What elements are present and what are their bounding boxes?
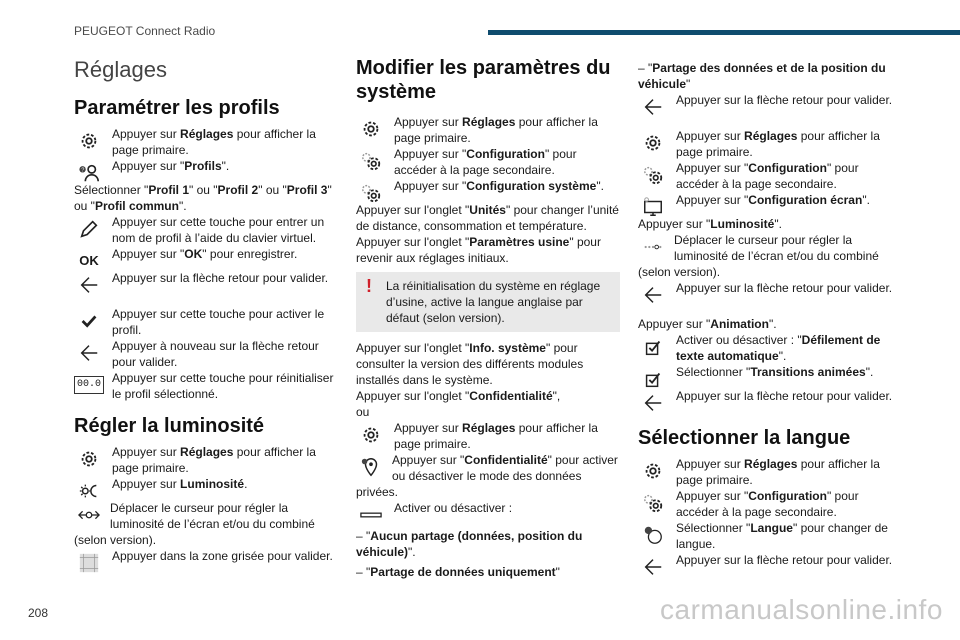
slider-icon bbox=[74, 500, 104, 530]
step-activate: Appuyer sur cette touche pour activer le profil. bbox=[74, 306, 338, 338]
double-gear-icon bbox=[638, 488, 668, 518]
gear-icon bbox=[638, 456, 668, 486]
double-gear-icon bbox=[356, 146, 386, 176]
or-text: ou bbox=[356, 405, 370, 419]
double-gear-icon bbox=[638, 160, 668, 190]
step-system-config: Appuyer sur "Configuration système". bbox=[356, 178, 620, 194]
back-arrow-icon bbox=[638, 388, 668, 418]
step-back-2: Appuyer à nouveau sur la flèche retour pour valider. bbox=[74, 338, 338, 370]
column-right bbox=[638, 56, 902, 568]
grey-zone-icon bbox=[74, 548, 104, 578]
step-transitions: Sélectionner "Transitions animées". bbox=[638, 364, 902, 380]
back-arrow-icon bbox=[638, 280, 668, 310]
option-no-share: – "Aucun partage (données, position du véhicule)". bbox=[356, 529, 583, 559]
step-configuration-3: Appuyer sur "Configuration" pour accéder à la page secondaire. bbox=[638, 488, 902, 520]
section-title-system: Modifier les paramètres du système bbox=[356, 57, 611, 103]
animation-text: Appuyer sur "Animation". bbox=[638, 317, 777, 331]
step-ok: OK Appuyer sur "OK" pour enregistrer. bbox=[74, 246, 338, 262]
step-settings: Appuyer sur Réglages pour afficher la page primaire. bbox=[74, 126, 338, 158]
gear-icon bbox=[74, 444, 104, 474]
step-back-1: Appuyer sur la flèche retour pour valider. bbox=[74, 270, 338, 298]
screen-icon bbox=[638, 192, 668, 222]
gear-icon bbox=[638, 128, 668, 158]
page-title: Réglages bbox=[74, 57, 167, 82]
step-back-5: Appuyer sur la flèche retour pour valider. bbox=[638, 388, 902, 416]
warning-note: ! La réinitialisation du système en réglage d’usine, active la langue anglaise par défaut (selon version). bbox=[356, 272, 620, 332]
reset-icon: 00.0 bbox=[74, 370, 104, 400]
gear-icon bbox=[356, 420, 386, 450]
step-slider-2: Déplacer le curseur pour régler la luminosité de l’écran et/ou du combiné (selon version). bbox=[638, 233, 879, 279]
column-middle bbox=[356, 56, 620, 580]
section-title-profiles: Paramétrer les profils bbox=[74, 97, 280, 119]
section-title-brightness: Régler la luminosité bbox=[74, 415, 265, 437]
step-screen-config: Appuyer sur "Configuration écran". bbox=[638, 192, 902, 208]
option-data-only: – "Partage de données uniquement" bbox=[356, 565, 560, 579]
header-title: PEUGEOT Connect Radio bbox=[74, 24, 216, 38]
option-data-position: – "Partage des données et de la position du véhicule" bbox=[638, 61, 886, 91]
privacy-text: Appuyer sur l'onglet "Confidentialité", bbox=[356, 389, 561, 403]
language-icon bbox=[638, 520, 668, 550]
step-grey-zone: Appuyer dans la zone grisée pour valider. bbox=[74, 548, 338, 564]
checkmark-icon bbox=[74, 306, 104, 336]
step-settings-5: Appuyer sur Réglages pour afficher la page primaire. bbox=[638, 128, 902, 160]
step-edit-name: Appuyer sur cette touche pour entrer un nom de profil à l’aide du clavier virtuel. bbox=[74, 214, 338, 246]
factory-text: Appuyer sur l'onglet "Paramètres usine" pour revenir aux réglages initiaux. bbox=[356, 235, 601, 265]
toggle-bar-icon bbox=[356, 500, 386, 530]
section-title-language: Sélectionner la langue bbox=[638, 427, 851, 449]
privacy-icon bbox=[356, 452, 386, 482]
step-configuration-2: Appuyer sur "Configuration" pour accéder à la page secondaire. bbox=[638, 160, 902, 192]
back-arrow-icon bbox=[638, 552, 668, 582]
back-arrow-icon bbox=[74, 270, 104, 300]
pencil-icon bbox=[74, 214, 104, 244]
gear-icon bbox=[74, 126, 104, 156]
checkbox-icon bbox=[638, 332, 668, 362]
step-settings-6: Appuyer sur Réglages pour afficher la page primaire. bbox=[638, 456, 902, 488]
step-back-4: Appuyer sur la flèche retour pour valider. bbox=[638, 280, 902, 308]
header-accent-bar bbox=[488, 30, 960, 35]
brightness-text: Appuyer sur "Luminosité". bbox=[638, 217, 782, 231]
step-toggle: Activer ou désactiver : bbox=[356, 500, 620, 516]
back-arrow-icon bbox=[638, 92, 668, 122]
slider-dots-icon bbox=[638, 232, 668, 262]
watermark: carmanualsonline.info bbox=[660, 594, 943, 625]
step-back-3: Appuyer sur la flèche retour pour valider. bbox=[638, 92, 902, 120]
units-text: Appuyer sur l'onglet "Unités" pour changer l’unité de distance, consommation et température. bbox=[356, 203, 619, 233]
ok-icon: OK bbox=[79, 253, 99, 268]
step-profiles: ? Appuyer sur "Profils". bbox=[74, 158, 338, 174]
profile-select-text: Sélectionner "Profil 1" ou "Profil 2" ou "Profil 3" ou "Profil commun". bbox=[74, 183, 332, 213]
back-arrow-icon bbox=[74, 338, 104, 368]
gear-icon bbox=[356, 114, 386, 144]
step-slider: Déplacer le curseur pour régler la luminosité de l’écran et/ou du combiné (selon version). bbox=[74, 501, 315, 547]
double-gear-icon bbox=[356, 178, 386, 208]
step-scroll: Activer ou désactiver : "Défilement de texte automatique". bbox=[638, 332, 902, 364]
step-back-6: Appuyer sur la flèche retour pour valider. bbox=[638, 552, 902, 568]
profile-icon bbox=[74, 158, 104, 188]
step-configuration: Appuyer sur "Configuration" pour accéder à la page secondaire. bbox=[356, 146, 620, 178]
step-reset: 00.0 Appuyer sur cette touche pour réinitialiser le profil sélectionné. bbox=[74, 370, 338, 402]
svg-text:?: ? bbox=[81, 167, 85, 174]
step-settings-4: Appuyer sur Réglages pour afficher la page primaire. bbox=[356, 420, 620, 452]
info-text: Appuyer sur l'onglet "Info. système" pour consulter la version des différents modules installés dans le système. bbox=[356, 341, 584, 387]
step-language: Sélectionner "Langue" pour changer de langue. bbox=[638, 520, 902, 552]
warning-icon: ! bbox=[366, 276, 372, 296]
step-brightness: Appuyer sur Luminosité. bbox=[74, 476, 338, 492]
step-privacy: Appuyer sur "Confidentialité" pour activer ou désactiver le mode des données privées. bbox=[356, 453, 618, 499]
column-left bbox=[74, 56, 338, 564]
page-number: 208 bbox=[28, 606, 49, 620]
step-settings-3: Appuyer sur Réglages pour afficher la page primaire. bbox=[356, 114, 620, 146]
step-settings-2: Appuyer sur Réglages pour afficher la page primaire. bbox=[74, 444, 338, 476]
